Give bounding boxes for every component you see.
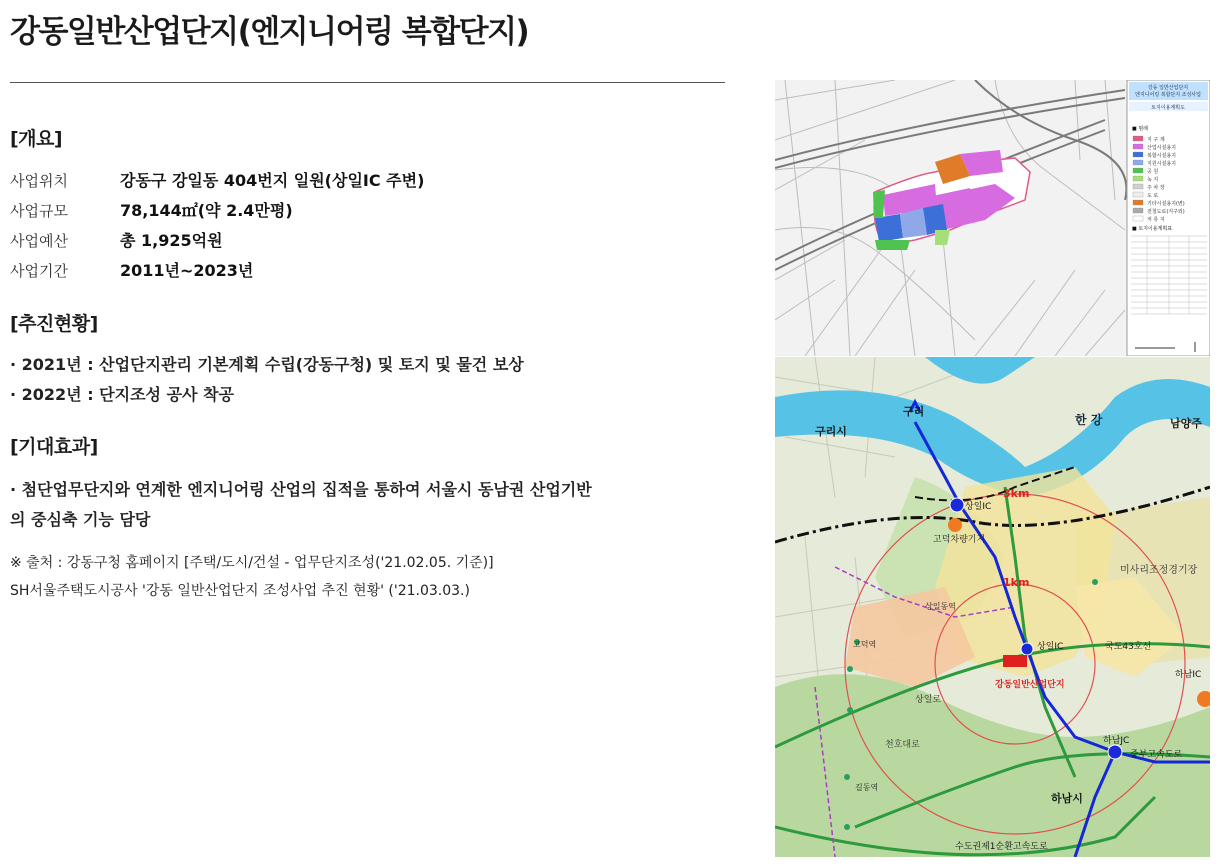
legend-swatch	[1133, 176, 1143, 181]
overview-heading: [개요]	[10, 128, 63, 150]
map-label-sudogwon: 수도권제1순환고속도로	[955, 842, 1048, 852]
legend-label: 저 류 지	[1147, 217, 1165, 223]
map-label-godeok-depot: 고덕차량기지	[933, 535, 986, 545]
overview-value: 2011년~2023년	[120, 261, 254, 280]
legend-swatch	[1133, 160, 1143, 165]
map-label-hanam-si: 하남시	[1051, 792, 1083, 805]
map-label-guri: 구리	[903, 405, 925, 418]
overview-value: 총 1,925억원	[120, 231, 223, 250]
legend-swatch	[1133, 168, 1143, 173]
map-label-misari: 미사리조정경기장	[1120, 565, 1198, 576]
legend-label: 지 구 계	[1147, 137, 1165, 143]
map-label-jungbu: 중부고속도로	[1130, 750, 1183, 760]
overview-row-location	[10, 168, 424, 191]
location-map	[775, 357, 1210, 857]
legend-label: 전철도로(지구외)	[1147, 209, 1185, 215]
map-label-gildong: 길동역	[855, 783, 879, 792]
map-label-hanam-ic: 하남IC	[1175, 670, 1202, 680]
map-label-sangil-station: 상일동역	[925, 602, 956, 611]
map-label-guri-si: 구리시	[815, 425, 847, 438]
overview-row-size	[10, 198, 293, 221]
page-title: 강동일반산업단지(엔지니어링 복합단지)	[10, 14, 529, 50]
progress-item: · 2022년 : 단지조성 공사 착공	[10, 385, 234, 404]
map-label-1km: 1km	[1003, 576, 1030, 589]
progress-heading: [추진현황]	[10, 313, 98, 335]
overview-row-budget	[10, 228, 223, 251]
overview-key: 사업위치	[10, 172, 68, 190]
land-use-plan-map	[775, 80, 1210, 356]
legend-label: 지원시설용지	[1147, 161, 1176, 167]
map-label-gangdong-site: 강동일반산업단지	[995, 680, 1065, 690]
overview-key: 사업규모	[10, 202, 68, 220]
overview-key: 사업예산	[10, 232, 68, 250]
source-line: SH서울주택도시공사 '강동 일반산업단지 조성사업 추진 현황' ('21.03.03.)	[10, 583, 470, 599]
legend-swatch	[1133, 200, 1143, 205]
effects-line: · 첨단업무단지와 연계한 엔지니어링 산업의 집적을 통하여 서울시 동남권 산업기반	[10, 480, 592, 499]
map-label-3km: 3km	[1003, 487, 1030, 500]
legend-label: 복합시설용지	[1147, 153, 1176, 159]
progress-item: · 2021년 : 산업단지관리 기본계획 수립(강동구청) 및 토지 및 물건 보상	[10, 355, 524, 374]
overview-value: 강동구 강일동 404번지 일원(상일IC 주변)	[120, 171, 425, 190]
table-header: ■ 토지이용계획표	[1132, 226, 1173, 232]
legend-swatch	[1133, 208, 1143, 213]
legend-label: 기타시설용지(변)	[1147, 201, 1185, 207]
source-line: ※ 출처 : 강동구청 홈페이지 [주택/도시/건설 - 업무단지조성('21.02.05. 기준)]	[10, 555, 494, 571]
map-label-han-river: 한 강	[1075, 413, 1103, 427]
overview-key: 사업기간	[10, 262, 68, 280]
legend-label: 산업시설용지	[1147, 145, 1176, 151]
title-divider	[10, 82, 725, 83]
map-label-sangil-road: 상일로	[915, 695, 942, 705]
legend-swatch	[1133, 192, 1143, 197]
legend-swatch	[1133, 216, 1143, 221]
legend-label: 주 차 장	[1147, 185, 1165, 191]
map-label-cheonho: 천호대로	[885, 740, 920, 750]
legend-swatch	[1133, 144, 1143, 149]
map-label-namyangju: 남양주	[1170, 417, 1202, 430]
map-label-hanam-jc: 하남JC	[1103, 736, 1130, 746]
legend-subtitle: 토지이용계획도	[1151, 105, 1185, 111]
legend-swatch	[1133, 136, 1143, 141]
map-label-godeok-station: 고덕역	[853, 640, 877, 649]
legend-label: 녹 지	[1147, 177, 1159, 183]
map-label-sangil-ic: 상일IC	[1037, 642, 1064, 652]
effects-heading: [기대효과]	[10, 436, 98, 458]
legend-label: 공 원	[1147, 169, 1159, 175]
overview-row-period	[10, 258, 253, 281]
overview-value: 78,144㎡(약 2.4만평)	[120, 201, 293, 220]
legend-swatch	[1133, 152, 1143, 157]
map-images	[775, 80, 1210, 857]
legend-header: ■ 범례	[1132, 126, 1148, 132]
map-label-gukdo43: 국도43호선	[1105, 642, 1152, 652]
map-label-sangil-ic-top: 상일IC	[965, 502, 992, 512]
legend-title-1: 강동 일반산업단지	[1147, 85, 1189, 91]
legend-swatch	[1133, 184, 1143, 189]
effects-line: 의 중심축 기능 담당	[10, 510, 151, 529]
legend-title-2: 엔지니어링 복합단지 조성사업	[1135, 92, 1201, 98]
legend-label: 도 로	[1147, 193, 1159, 199]
